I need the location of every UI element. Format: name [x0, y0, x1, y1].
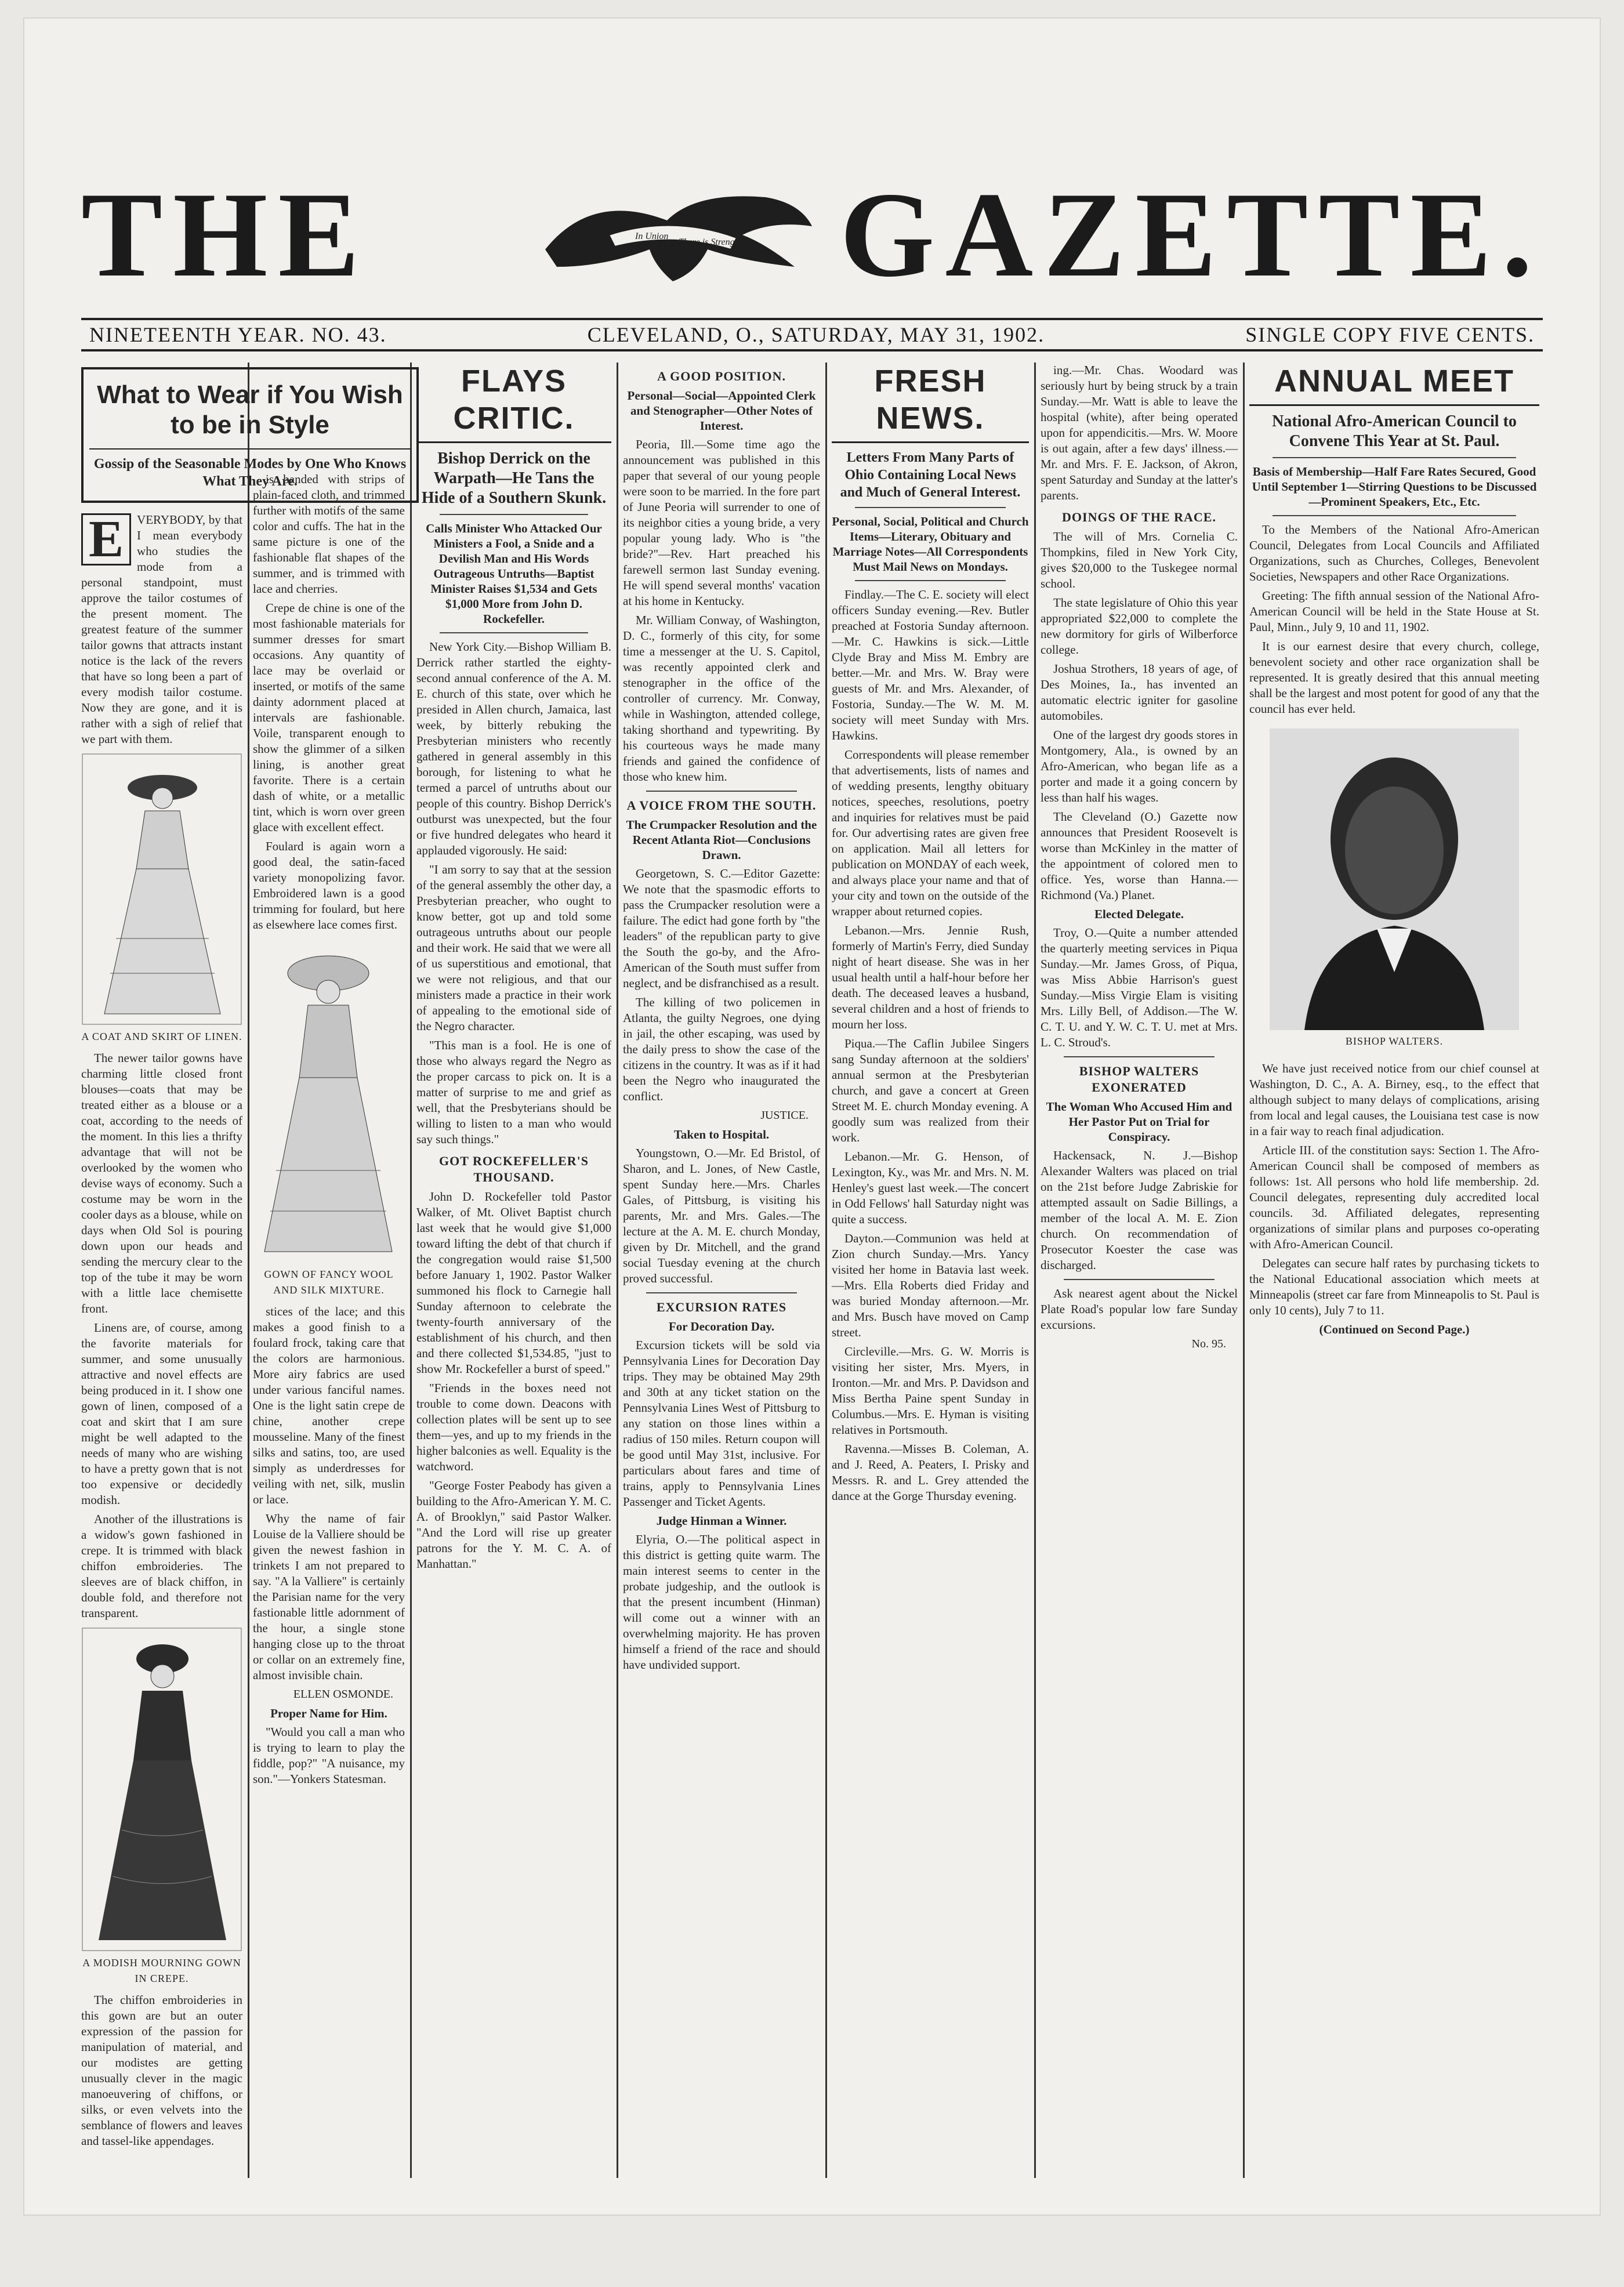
fashion-para-2: The newer tailor gowns have charming little closed front blouses—coats that may be treated either as a blouse or a coat, according to the needs of the moment. In this lies a thrifty advantage that will not be overlooked by the women who devise ways of economy. Such a costume may be worn in the cooler days as a blouse, while on days when Old Sol is pouring down upon our heads and sending the mercury clear to the top of the tube it may be worn with a little lace chemisette front.: [81, 1051, 242, 1315]
flays-critic-body-2: "I am sorry to say that at the session of the general assembly the other day, a Presbyterian preacher, who ought to know better, got up and told some outrageous untruths about our people and their work. He said that we were all of us superstitious and emotional, that we were not religious, and that our ministers made a practice in their work of appealing to the emotional side of the Negro character.: [416, 862, 611, 1033]
columns: [81, 363, 1543, 2178]
column-4: [623, 363, 820, 2178]
annual-meet-body-1: To the Members of the National Afro-American Council, Delegates from Local Councils and Affiliated Organizations, such as Churches, Colleges, Benevolent Societies, Newspapers and other Race Organizations.: [1249, 523, 1539, 583]
voice-south-headline: A VOICE FROM THE SOUTH.: [626, 798, 817, 813]
annual-meet-sub: Basis of Membership—Half Fare Rates Secured, Good Until September 1—Stirring Questions to be Discussed—Prominent Speakers, Etc., Etc.: [1252, 465, 1537, 509]
voice-south-body-2: The killing of two policemen in Atlanta, the guilty Negroes, one dying in jail, the other escaping, was used by the daily press to show the case of the citizens in the country. It was as if it had been the Negro who inaugurated the conflict.: [623, 995, 820, 1103]
figure-caption-2: A MODISH MOURNING GOWN IN CREPE.: [82, 1957, 241, 1984]
annual-meet-body-3: It is our earnest desire that every church, college, benevolent society and other race organization shall be represented. It is greatly desired that this annual meeting shall be the largest and most potent for good of any that the council has ever held.: [1249, 639, 1539, 716]
flays-critic-body-5: "Friends in the boxes need not trouble to come down. Deacons with collection plates will be sent up to see them—yes, and up to my friends in the higher balconies as well. Equality is the watchword.: [416, 1381, 611, 1473]
linen-coat-illustration: [81, 753, 242, 1045]
dateline: [81, 318, 1543, 351]
good-position-sub: Personal—Social—Appointed Clerk and Stenographer—Other Notes of Interest.: [627, 389, 816, 433]
place-date: CLEVELAND, O., SATURDAY, MAY 31, 1902.: [587, 323, 1045, 346]
fashion-c2-para-5: Why the name of fair Louise de la Valliere should be given the newest fashion in trinkets I am not prepared to say. "A la Valliere" is certainly the Parisian name for the very fastionable little adornment of the hour, a single stone hanging close up to the throat or collar on an extremely fine, almost invisible chain.: [253, 1512, 405, 1682]
fashion-subtitle: Gossip of the Seasonable Modes by One Who Knows What They Are.: [89, 448, 411, 490]
doings-headline: DOINGS OF THE RACE.: [1062, 510, 1216, 524]
continued-note: (Continued on Second Page.): [1319, 1322, 1470, 1336]
joke-heading: Proper Name for Him.: [270, 1706, 387, 1720]
masthead: [81, 162, 1543, 307]
fashion-para-4: Another of the illustrations is a widow's gown fashioned in crepe. It is trimmed with black chiffon embroideries. The sleeves are of black chiffon, in double fold, and therefore not transparent.: [81, 1512, 242, 1620]
doings-body-5: The Cleveland (O.) Gazette now announces that President Roosevelt is worse than McKinley in the matter of the appointment of colored men to office. Yes, worse than Hanna.—Richmond (Va.) Planet.: [1041, 810, 1238, 902]
fashion-c2-para-1: is banded with strips of plain-faced cloth, and trimmed further with motifs of the same color and cuffs. The hat in the same picture is one of the fashionable flat shapes of the summer, and is trimmed with lace and cherries.: [253, 472, 405, 596]
excursion-headline: EXCURSION RATES: [656, 1300, 787, 1314]
banner-text-top: In Union: [635, 231, 669, 241]
fashion-c2-para-4: stices of the lace; and this makes a good finish to a foulard frock, taking care that the colors are harmonious. More airy fabrics are used under various fanciful names. One is the light satin crepe de chine, another crepe mousseline. Many of the finest silks and satins, too, are used simply as underdresses for veiling with net, silk, muslin or lace.: [253, 1304, 405, 1506]
judge-heading: Judge Hinman a Winner.: [656, 1514, 787, 1528]
col6-body-1: ing.—Mr. Chas. Woodard was seriously hurt by being struck by a train Sunday.—Mr. Watt is able to leave the hospital (white), after being operated upon for appendicitis.—Mrs. W. Moore is out again, after a few days' illness.—Mr. and Mrs. F. E. Jackson, of Akron, spent Saturday and Sunday at the latter's parents.: [1041, 363, 1238, 502]
good-position-headline: A GOOD POSITION.: [657, 369, 786, 383]
hospital-heading: Taken to Hospital.: [673, 1128, 770, 1141]
good-position-body-1: Peoria, Ill.—Some time ago the announcement was published in this paper that several of our young people were soon to be married. In the fore part of June Peoria will surrender to one of its neighbor cities a young bride, a very popular young lady. Who is "the bride?"—Rev. Hart preached his farewell sermon last Sunday evening. He will spend several months' vacation at his home in Kentucky.: [623, 437, 820, 608]
mourning-gown-illustration: [81, 1627, 242, 1987]
voice-south-sub: The Crumpacker Resolution and the Recent Atlanta Riot—Conclusions Drawn.: [626, 818, 817, 862]
fresh-news-sub: Personal, Social, Political and Church Items—Literary, Obituary and Marriage Notes—All Correspondents Must Mail News on Mondays.: [832, 514, 1029, 574]
annual-meet-body-2: Greeting: The fifth annual session of the National Afro-American Council will be held in the State House at St. Paul, Minn., July 9, 10 and 11, 1902.: [1249, 589, 1539, 634]
walters-body: Hackensack, N. J.—Bishop Alexander Walters was placed on trial on the 21st before Judge Zabriskie for attempted assault on Sadie Billings, a member of the local A. M. E. Zion church. On recommendation of Prosecutor Koester the case was discharged.: [1041, 1148, 1238, 1272]
doings-body-1: The will of Mrs. Cornelia C. Thompkins, filed in New York City, gives $20,000 to the Tuskegee normal school.: [1041, 530, 1238, 590]
nickel-plate-ad: Ask nearest agent about the Nickel Plate Road's popular low fare Sunday excursions.: [1041, 1286, 1238, 1332]
fashion-para-5: The chiffon embroideries in this gown are but an outer expression of the passion for manipulation of material, and our modistes are getting unusually clever in the magic manoeuvering of chiffons, or silks, or even velvets into the semblance of flowers and leaves and tassel-like appendages.: [81, 1993, 242, 2148]
joke-text: "Would you call a man who is trying to learn to play the fiddle, pop?" "A nuisance, my son."—Yonkers Statesman.: [253, 1725, 405, 1786]
excursion-body: Excursion tickets will be sold via Pennsylvania Lines for Decoration Day trips. They may be obtained May 29th and 30th at any ticket station on the Pennsylvania Lines West of Pittsburg to any station on those lines within a radius of 150 miles. Return coupon will be good until May 31st, inclusive. For particulars about fares and time of trains, apply to Pennsylvania Lines Passenger and Ticket Agents.: [623, 1338, 820, 1509]
author-signature: ELLEN OSMONDE.: [293, 1688, 393, 1701]
judge-body: Elyria, O.—The political aspect in this district is getting quite warm. The main interest seems to center in the probate judgeship, and the outlook is that the present incumbent (Hinman) will come out a winner with an overwhelming majority. He has proven himself a friend of the race and should have undivided support.: [623, 1532, 820, 1672]
doings-body-3: Joshua Strothers, 18 years of age, of Des Moines, Ia., has invented an automatic electric igniter for gasoline automobiles.: [1041, 662, 1238, 723]
fresh-news-body-4: Piqua.—The Caflin Jubilee Singers sang Sunday afternoon at the soldiers' annual sermon at the Presbyterian church, and gave a concert at Green Street M. E. church Monday evening. A goodly sum was realized from their work.: [832, 1036, 1029, 1144]
flays-critic-body-1: New York City.—Bishop William B. Derrick rather startled the eighty-second annual conference of the A. M. E. church of this state, over which he presided in Allen church, Jamaica, last week, by bitterly rebuking the Presbyterian ministers who recently gathered in general assembly in this borough, for listening to what he termed a parcel of untruths about our people of this country. Bishop Derrick's outburst was unexpected, but the four or five hundred delegates who heard it applauded vigorously. He said:: [416, 640, 611, 857]
fresh-news-body-7: Circleville.—Mrs. G. W. Morris is visiting her sister, Mrs. Myers, in Ironton.—Mr. and Mrs. P. Davidson and Miss Bertha Paine spent Sunday in Columbus.—Mrs. E. Hyman is visiting relatives in Portsmouth.: [832, 1344, 1029, 1437]
hospital-body: Youngstown, O.—Mr. Ed Bristol, of Sharon, and L. Jones, of New Castle, spent Sunday here.—Mrs. Charles Gales, of Pittsburg, is visiting his parents, Mr. and Mrs. Gales.—The lecture at the A. M. E. church Monday, given by Dr. Mitchell, and the grand social Tuesday evening at the church proved successful.: [623, 1146, 820, 1285]
doings-body-4: One of the largest dry goods stores in Montgomery, Ala., is owned by an Afro-American, who began life as a porter and made it a going concern by less than half his wages.: [1041, 728, 1238, 804]
rockefeller-subhead: GOT ROCKEFELLER'S THOUSAND.: [438, 1154, 589, 1184]
fresh-news-deck: Letters From Many Parts of Ohio Containing Local News and Much of General Interest.: [840, 450, 1021, 500]
masthead-right-word: GAZETTE.: [840, 168, 1543, 302]
voice-south-signature: JUSTICE.: [760, 1109, 809, 1122]
figure-caption-1: A COAT AND SKIRT OF LINEN.: [81, 1031, 242, 1042]
fashion-c2-para-2: Crepe de chine is one of the most fashionable materials for summer dresses for smart occasions. Any quantity of lace may be overlaid or inserted, or motifs of the same dainty adornment placed at intervals are fashionable. Voile, transparent enough to show the glimmer of a silken lining, is another great favorite. There is a certain dash of white, or a metallic tint, which is worn over green glace with excellent effect.: [253, 601, 405, 834]
fashion-para-3: Linens are, of course, among the favorite materials for summer, and some unusually attractive and novel effects are being produced in it. I show one gown of linen, composed of a coat and skirt that I am sure might be well adapted to the needs of many who are wishing to have a pretty gown that is not too expensive or decidedly modish.: [81, 1321, 242, 1507]
bishop-portrait: [1270, 728, 1519, 1049]
fresh-news-body-2: Correspondents will please remember that advertisements, lists of names and of wedding presents, lengthy obituary notices, speeches, resolutions, poetry and inquiries for relatives must be paid for. Our advertising rates are given free on application. Mail all letters for publication on MONDAY of each week, and always place your name and that of your city and town on the outside of the wrapper about returned copies.: [832, 748, 1029, 918]
newspaper-page: [23, 17, 1601, 2216]
masthead-left-word: THE: [81, 168, 370, 302]
walters-sub: The Woman Who Accused Him and Her Pastor Put on Trial for Conspiracy.: [1046, 1100, 1232, 1144]
flays-critic-body-6: "George Foster Peabody has given a building to the Afro-American Y. M. C. A. of Brooklyn," said Pastor Walker. "And the Lord will rise up greater patrons for the Y. M. C. A. of Manhattan.": [416, 1478, 611, 1571]
delegate-body: Troy, O.—Quite a number attended the quarterly meeting services in Piqua Sunday.—Mr. James Gross, of Piqua, was Miss Abbie Harrison's guest Sunday.—Miss Virgie Elam is visiting Mrs. Lilly Bell, of Addison.—The W. C. T. U. and Y. W. C. T. U. met at Mrs. L. C. Stroud's.: [1041, 926, 1238, 1049]
flays-critic-deck: Bishop Derrick on the Warpath—He Tans the Hide of a Southern Skunk.: [421, 450, 607, 507]
doings-body-2: The state legislature of Ohio this year appropriated $22,000 to complete the new dormitory for girls of Wilberforce college.: [1041, 596, 1238, 657]
flays-critic-body-4: John D. Rockefeller told Pastor Walker, of Mt. Olivet Baptist church last week that he would give $1,000 toward lifting the debt of that church if the congregation would raise $1,500 before January 1, 1902. Pastor Walker summoned his flock to Carnegie hall Sunday afternoon to celebrate the twenty-fourth anniversary of the establishment of his church, and then and there collected $1,534.85, "just to show Mr. Rockefeller a burst of speed.": [416, 1190, 611, 1376]
column-7: [1249, 363, 1539, 2178]
figure-caption-3: GOWN OF FANCY WOOL AND SILK MIXTURE.: [264, 1268, 394, 1296]
flays-critic-subdeck: Calls Minister Who Attacked Our Ministers a Fool, a Snide and a Devilish Man and His Words Outrageous Untruths—Baptist Minister Raises $1,534 and Gets $1,000 More from John D. Rockefeller.: [426, 521, 602, 626]
banner-text-bottom: There is Strength.: [679, 237, 745, 247]
annual-meet-deck: National Afro-American Council to Convene This Year at St. Paul.: [1272, 412, 1517, 450]
fresh-news-body-6: Dayton.—Communion was held at Zion church Sunday.—Mrs. Yancy visited her home in Batavia last week.—Mrs. Ella Roberts died Friday and was buried Monday afternoon.—Mr. and Mrs. Busch have moved on Camp street.: [832, 1231, 1029, 1339]
voice-south-body-1: Georgetown, S. C.—Editor Gazette: We note that the spasmodic efforts to pass the Crumpacker resolution were a failure. The edict had gone forth by "the leaders" of the republican party to give the South the go-by, and the Afro-American of the South must suffer from neglect, and be disfranchised as a result.: [623, 867, 820, 990]
eagle-emblem: [522, 180, 824, 296]
fashion-lead: VERYBODY, by that I mean everybody who studies the mode from a personal standpoint, must approve the tailor costumes of the present moment. The greatest feature of the summer tailor gowns that attracts instant notice is the lack of the revers that have so long been a part of every modish tailor costume. Now they are gone, and it is rather with a sigh of relief that we part with them.: [81, 513, 242, 746]
fresh-news-body-5: Lebanon.—Mr. G. Henson, of Lexington, Ky., was Mr. and Mrs. N. M. Henley's guest last week.—The concert in Odd Fellows' hall Saturday night was quite a success.: [832, 1150, 1029, 1226]
flays-critic-headline: FLAYS CRITIC.: [416, 363, 611, 443]
column-6: [1041, 363, 1238, 2178]
column-5: [832, 363, 1029, 2178]
issue-number: NINETEENTH YEAR. NO. 43.: [89, 323, 387, 346]
column-2: [253, 472, 405, 2287]
fresh-news-body-1: Findlay.—The C. E. society will elect officers Sunday evening.—Rev. Butler preached at Fostoria Sunday afternoon.—Mr. C. Hawkins is sick.—Little Clyde Bray and Miss M. Embry are better.—Mr. and Mrs. W. Bray were guests of Mr. and Mrs. Alexander, of Fostoria, Sunday.—The W. M. M. society will meet Sunday with Mrs. Hawkins.: [832, 588, 1029, 742]
drop-cap: E: [81, 513, 131, 566]
annual-meet-body-5: Article III. of the constitution says: Section 1. The Afro-American Council shall be composed of members as follows: 1st. All persons who hold life membership. 2d. Council delegates, representing duly accredited local councils. 3d. Affiliated delegates, representing organizations of similar plans and purposes co-operating with Afro-American Council.: [1249, 1143, 1539, 1251]
walters-headline: BISHOP WALTERS EXONERATED: [1079, 1064, 1199, 1094]
delegate-heading: Elected Delegate.: [1094, 907, 1184, 921]
fashion-title: What to Wear if You Wish to be in Style: [97, 380, 403, 439]
wool-gown-illustration: [253, 938, 405, 1298]
fresh-news-body-3: Lebanon.—Mrs. Jennie Rush, formerly of Martin's Ferry, died Sunday night of heart disease. She was in her usual health until a half-hour before her death. The deceased leaves a husband, several children and a host of friends to mourn her loss.: [832, 923, 1029, 1031]
annual-meet-headline: ANNUAL MEET: [1249, 363, 1539, 406]
flays-critic-body-3: "This man is a fool. He is one of those who always regard the Negro as the proper carcass to pick on. It is a matter of surprise to me and grief as well, that the Presbyterians should be willing to listen to a man who would say such things.": [416, 1038, 611, 1146]
portrait-caption: BISHOP WALTERS.: [1345, 1035, 1444, 1047]
excursion-sub: For Decoration Day.: [668, 1320, 775, 1333]
price: SINGLE COPY FIVE CENTS.: [1245, 323, 1535, 346]
column-3: [416, 363, 611, 2178]
annual-meet-body-4: We have just received notice from our chief counsel at Washington, D. C., A. A. Birney, esq., to the effect that although subject to many delays of complications, arising from local and legal causes, the Louisiana test case is now in a fair way to reach final adjudication.: [1249, 1061, 1539, 1138]
good-position-body-2: Mr. William Conway, of Washington, D. C., formerly of this city, for some time a messenger at the U. S. Capitol, was recently appointed clerk and stenographer in the office of the controller of currency. Mr. Conway, while in Washington, attended college, taking shorthand and typewriting. By his courteous ways he made many friends and gained the confidence of those who knew him.: [623, 613, 820, 784]
annual-meet-body-6: Delegates can secure half rates by purchasing tickets to the National Educational association which meets at Minneapolis (street car fare from Minneapolis to St. Paul is only 10 cents), July 7 to 11.: [1249, 1256, 1539, 1317]
fresh-news-body-8: Ravenna.—Misses B. Coleman, A. and J. Reed, A. Peaters, I. Prisky and Messrs. R. and L. Grey attended the dance at the Gorge Thursday evening.: [832, 1442, 1029, 1503]
ad-number: No. 95.: [1191, 1338, 1226, 1350]
fashion-c2-para-3: Foulard is again worn a good deal, the satin-faced variety monopolizing favor. Embroidered lawn is a good trimming for foulard, but here as elsewhere lace comes first.: [253, 839, 405, 932]
fresh-news-headline: FRESH NEWS.: [832, 363, 1029, 443]
